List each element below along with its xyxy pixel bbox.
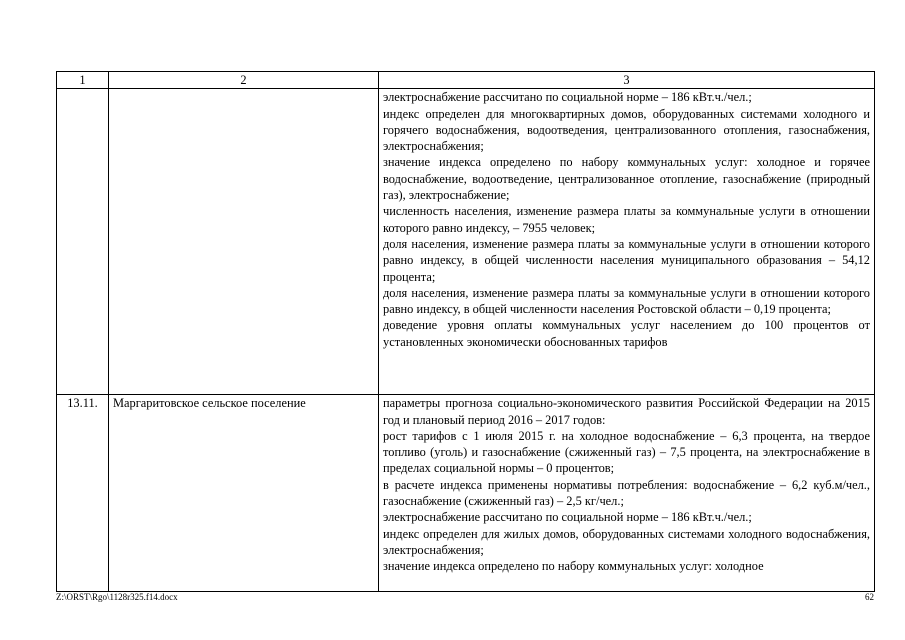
header-col-2: 2 bbox=[109, 72, 379, 89]
row-number bbox=[57, 89, 109, 395]
row-number: 13.11. bbox=[57, 395, 109, 592]
footer-file-path: Z:\ORST\Rgo\1128r325.f14.docx bbox=[56, 592, 178, 602]
header-col-1: 1 bbox=[57, 72, 109, 89]
row-name: Маргаритовское сельское поселение bbox=[109, 395, 379, 592]
paragraph: индекс определен для многоквартирных домов, оборудованных системами холодного и горячего водоснабжения, водоотведения, централизованного отопления, газоснабжения, электроснабжения; bbox=[383, 106, 870, 154]
header-col-3: 3 bbox=[379, 72, 875, 89]
table-header-row bbox=[57, 72, 875, 89]
table-row bbox=[57, 89, 875, 395]
paragraph: доля населения, изменение размера платы за коммунальные услуги в отношении которого равно индексу, в общей численности населения Ростовской области – 0,19 процента; bbox=[383, 285, 870, 317]
paragraph: численность населения, изменение размера платы за коммунальные услуги в отношении которого равно индексу, – 7955 человек; bbox=[383, 204, 870, 235]
paragraph: рост тарифов с 1 июля 2015 г. на холодное водоснабжение – 6,3 процента, на твердое топливо (уголь) и газоснабжение (сжиженный газ) – 7,5 процента, на электроснабжение в пределах социальной нормы – 0 процентов; bbox=[383, 428, 870, 476]
paragraph: параметры прогноза социально-экономического развития Российской Федерации на 2015 год и плановый период 2016 – 2017 годов: bbox=[383, 396, 870, 427]
paragraph: электроснабжение рассчитано по социальной норме – 186 кВт.ч./чел.; bbox=[383, 90, 752, 105]
table-row bbox=[57, 395, 875, 592]
paragraph: электроснабжение рассчитано по социальной норме – 186 кВт.ч./чел.; bbox=[383, 510, 752, 525]
document-table bbox=[56, 71, 875, 592]
row-name bbox=[109, 89, 379, 395]
paragraph: значение индекса определено по набору коммунальных услуг: холодное bbox=[383, 559, 764, 574]
paragraph: в расчете индекса применены нормативы потребления: водоснабжение – 6,2 куб.м/чел., газоснабжение (сжиженный газ) – 2,5 кг/чел.; bbox=[383, 477, 870, 509]
paragraph: доля населения, изменение размера платы за коммунальные услуги в отношении которого равно индексу, в общей численности населения муниципального образования – 54,12 процента; bbox=[383, 236, 870, 284]
row-description bbox=[379, 89, 875, 395]
footer-page-number: 62 bbox=[865, 592, 874, 602]
paragraph: индекс определен для жилых домов, оборудованных системами холодного водоснабжения, электроснабжения; bbox=[383, 526, 870, 557]
paragraph: значение индекса определено по набору коммунальных услуг: холодное и горячее водоснабжение, водоотведение, централизованное отопление, газоснабжение (природный газ), электроснабжение; bbox=[383, 155, 870, 203]
paragraph: доведение уровня оплаты коммунальных услуг населением до 100 процентов от установленных экономически обоснованных тарифов bbox=[383, 318, 870, 349]
row-description bbox=[379, 395, 875, 592]
